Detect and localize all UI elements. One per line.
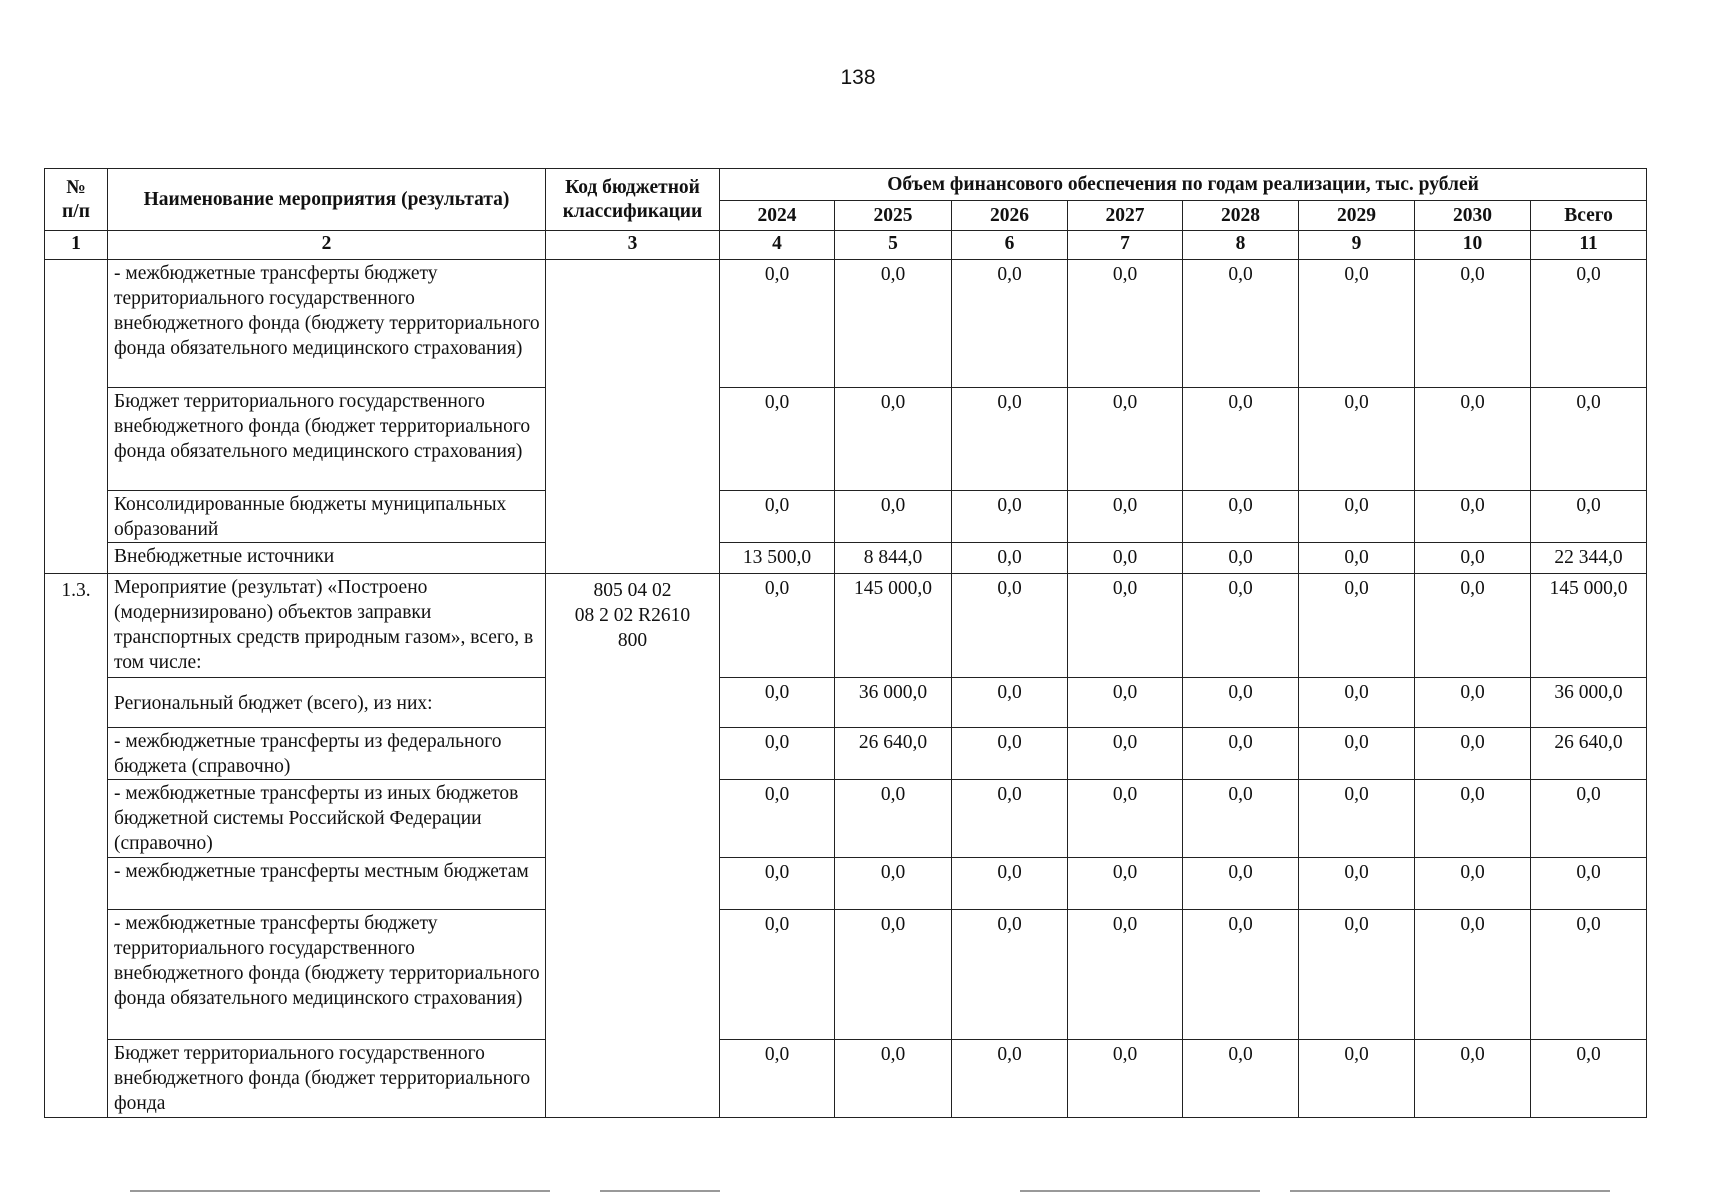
value-cell: 0,0 bbox=[1299, 678, 1415, 728]
header-year: 2025 bbox=[835, 201, 952, 231]
value-cell: 0,0 bbox=[1415, 574, 1531, 678]
value-cell: 0,0 bbox=[1531, 780, 1647, 858]
value-cell: 0,0 bbox=[1183, 858, 1299, 910]
header-year: 2030 bbox=[1415, 201, 1531, 231]
column-number: 5 bbox=[835, 231, 952, 260]
table-row bbox=[45, 910, 1647, 1040]
value-cell: 0,0 bbox=[1415, 728, 1531, 780]
budget-table bbox=[44, 168, 1647, 1118]
row-name: Бюджет территориального государственного внебюджетного фонда (бюджет территориального фонда bbox=[108, 1040, 546, 1118]
value-cell: 0,0 bbox=[1299, 491, 1415, 543]
table-row bbox=[45, 574, 1647, 678]
value-cell: 36 000,0 bbox=[1531, 678, 1647, 728]
value-cell: 0,0 bbox=[952, 678, 1068, 728]
header-volume: Объем финансового обеспечения по годам реализации, тыс. рублей bbox=[720, 169, 1647, 201]
value-cell: 0,0 bbox=[835, 858, 952, 910]
value-cell: 0,0 bbox=[1531, 858, 1647, 910]
row-name: Региональный бюджет (всего), из них: bbox=[108, 678, 546, 728]
value-cell: 0,0 bbox=[1183, 1040, 1299, 1118]
row-number-cell bbox=[45, 260, 108, 574]
value-cell: 0,0 bbox=[835, 1040, 952, 1118]
value-cell: 0,0 bbox=[835, 910, 952, 1040]
value-cell: 36 000,0 bbox=[835, 678, 952, 728]
value-cell: 0,0 bbox=[1299, 1040, 1415, 1118]
value-cell: 0,0 bbox=[720, 491, 835, 543]
row-number-cell: 1.3. bbox=[45, 574, 108, 1118]
value-cell: 0,0 bbox=[952, 574, 1068, 678]
row-name: Мероприятие (результат) «Построено (модернизировано) объектов заправки транспортных средств природным газом», всего, в том числе: bbox=[108, 574, 546, 678]
value-cell: 0,0 bbox=[1183, 678, 1299, 728]
value-cell: 26 640,0 bbox=[1531, 728, 1647, 780]
value-cell: 0,0 bbox=[720, 574, 835, 678]
value-cell: 0,0 bbox=[1183, 780, 1299, 858]
header-number: № п/п bbox=[45, 169, 108, 231]
value-cell: 0,0 bbox=[1299, 780, 1415, 858]
value-cell: 0,0 bbox=[1415, 780, 1531, 858]
value-cell: 0,0 bbox=[1299, 858, 1415, 910]
value-cell: 0,0 bbox=[1183, 574, 1299, 678]
value-cell: 0,0 bbox=[952, 780, 1068, 858]
value-cell: 0,0 bbox=[1183, 910, 1299, 1040]
table-row bbox=[45, 1040, 1647, 1118]
row-name: - межбюджетные трансферты из федерального бюджета (справочно) bbox=[108, 728, 546, 780]
value-cell: 0,0 bbox=[1183, 260, 1299, 388]
value-cell: 0,0 bbox=[1299, 260, 1415, 388]
value-cell: 0,0 bbox=[1183, 728, 1299, 780]
column-number: 2 bbox=[108, 231, 546, 260]
header-total: Всего bbox=[1531, 201, 1647, 231]
value-cell: 0,0 bbox=[1068, 728, 1183, 780]
header-year: 2027 bbox=[1068, 201, 1183, 231]
value-cell: 0,0 bbox=[952, 858, 1068, 910]
row-name: Внебюджетные источники bbox=[108, 543, 546, 574]
value-cell: 0,0 bbox=[1299, 388, 1415, 491]
value-cell: 8 844,0 bbox=[835, 543, 952, 574]
column-number: 6 bbox=[952, 231, 1068, 260]
header-year: 2026 bbox=[952, 201, 1068, 231]
row-name: - межбюджетные трансферты бюджету территориального государственного внебюджетного фонда (бюджету территориального фонда обязательного медицинского страхования) bbox=[108, 910, 546, 1040]
value-cell: 0,0 bbox=[1415, 1040, 1531, 1118]
code-cell bbox=[546, 260, 720, 574]
value-cell: 0,0 bbox=[1415, 260, 1531, 388]
value-cell: 0,0 bbox=[1068, 574, 1183, 678]
header-code: Код бюджетной классификации bbox=[546, 169, 720, 231]
row-name: - межбюджетные трансферты местным бюджетам bbox=[108, 858, 546, 910]
column-number-row bbox=[45, 231, 1647, 260]
table-row bbox=[45, 728, 1647, 780]
header-year: 2028 bbox=[1183, 201, 1299, 231]
value-cell: 0,0 bbox=[1183, 388, 1299, 491]
value-cell: 0,0 bbox=[1415, 858, 1531, 910]
column-number: 3 bbox=[546, 231, 720, 260]
value-cell: 0,0 bbox=[720, 1040, 835, 1118]
value-cell: 0,0 bbox=[720, 858, 835, 910]
value-cell: 0,0 bbox=[1531, 1040, 1647, 1118]
value-cell: 0,0 bbox=[835, 388, 952, 491]
value-cell: 0,0 bbox=[1299, 910, 1415, 1040]
value-cell: 0,0 bbox=[1068, 858, 1183, 910]
value-cell: 0,0 bbox=[835, 491, 952, 543]
value-cell: 0,0 bbox=[1068, 1040, 1183, 1118]
scan-line bbox=[130, 1190, 550, 1192]
value-cell: 0,0 bbox=[1415, 543, 1531, 574]
value-cell: 0,0 bbox=[835, 780, 952, 858]
value-cell: 0,0 bbox=[1415, 910, 1531, 1040]
value-cell: 0,0 bbox=[1183, 491, 1299, 543]
table-row bbox=[45, 491, 1647, 543]
value-cell: 0,0 bbox=[1415, 388, 1531, 491]
value-cell: 0,0 bbox=[720, 910, 835, 1040]
column-number: 8 bbox=[1183, 231, 1299, 260]
value-cell: 0,0 bbox=[1299, 574, 1415, 678]
value-cell: 0,0 bbox=[1068, 388, 1183, 491]
value-cell: 0,0 bbox=[1299, 543, 1415, 574]
column-number: 4 bbox=[720, 231, 835, 260]
value-cell: 0,0 bbox=[952, 388, 1068, 491]
row-name: Консолидированные бюджеты муниципальных образований bbox=[108, 491, 546, 543]
header-name: Наименование мероприятия (результата) bbox=[108, 169, 546, 231]
table-row bbox=[45, 678, 1647, 728]
value-cell: 145 000,0 bbox=[835, 574, 952, 678]
value-cell: 0,0 bbox=[720, 260, 835, 388]
value-cell: 0,0 bbox=[1299, 728, 1415, 780]
value-cell: 26 640,0 bbox=[835, 728, 952, 780]
value-cell: 0,0 bbox=[1068, 780, 1183, 858]
value-cell: 0,0 bbox=[1068, 543, 1183, 574]
scan-line bbox=[1020, 1190, 1260, 1192]
column-number: 7 bbox=[1068, 231, 1183, 260]
value-cell: 0,0 bbox=[720, 780, 835, 858]
value-cell: 0,0 bbox=[1415, 678, 1531, 728]
table-row bbox=[45, 780, 1647, 858]
scan-line bbox=[1290, 1190, 1610, 1192]
header-year: 2024 bbox=[720, 201, 835, 231]
value-cell: 0,0 bbox=[952, 728, 1068, 780]
scan-edge-lines bbox=[0, 1190, 1716, 1192]
table-row bbox=[45, 858, 1647, 910]
value-cell: 0,0 bbox=[1183, 543, 1299, 574]
value-cell: 0,0 bbox=[1531, 491, 1647, 543]
column-number: 9 bbox=[1299, 231, 1415, 260]
scan-line bbox=[600, 1190, 720, 1192]
value-cell: 0,0 bbox=[1531, 388, 1647, 491]
value-cell: 0,0 bbox=[952, 491, 1068, 543]
value-cell: 0,0 bbox=[1531, 910, 1647, 1040]
value-cell: 0,0 bbox=[1415, 491, 1531, 543]
value-cell: 0,0 bbox=[720, 388, 835, 491]
column-number: 10 bbox=[1415, 231, 1531, 260]
value-cell: 0,0 bbox=[952, 1040, 1068, 1118]
value-cell: 0,0 bbox=[1068, 491, 1183, 543]
value-cell: 0,0 bbox=[952, 543, 1068, 574]
row-name: - межбюджетные трансферты бюджету территориального государственного внебюджетного фонда (бюджету территориального фонда обязательного медицинского страхования) bbox=[108, 260, 546, 388]
value-cell: 0,0 bbox=[1068, 260, 1183, 388]
page-number: 138 bbox=[840, 66, 876, 89]
value-cell: 0,0 bbox=[720, 728, 835, 780]
row-name: - межбюджетные трансферты из иных бюджетов бюджетной системы Российской Федерации (справочно) bbox=[108, 780, 546, 858]
value-cell: 0,0 bbox=[835, 260, 952, 388]
column-number: 11 bbox=[1531, 231, 1647, 260]
value-cell: 0,0 bbox=[952, 910, 1068, 1040]
value-cell: 0,0 bbox=[1531, 260, 1647, 388]
table-row bbox=[45, 388, 1647, 491]
value-cell: 13 500,0 bbox=[720, 543, 835, 574]
table-row bbox=[45, 260, 1647, 388]
value-cell: 0,0 bbox=[720, 678, 835, 728]
value-cell: 0,0 bbox=[1068, 678, 1183, 728]
table-row bbox=[45, 543, 1647, 574]
value-cell: 0,0 bbox=[952, 260, 1068, 388]
column-number: 1 bbox=[45, 231, 108, 260]
value-cell: 0,0 bbox=[1068, 910, 1183, 1040]
row-name: Бюджет территориального государственного внебюджетного фонда (бюджет территориального фонда обязательного медицинского страхования) bbox=[108, 388, 546, 491]
code-cell: 805 04 02 08 2 02 R2610 800 bbox=[546, 574, 720, 1118]
header-year: 2029 bbox=[1299, 201, 1415, 231]
value-cell: 22 344,0 bbox=[1531, 543, 1647, 574]
value-cell: 145 000,0 bbox=[1531, 574, 1647, 678]
